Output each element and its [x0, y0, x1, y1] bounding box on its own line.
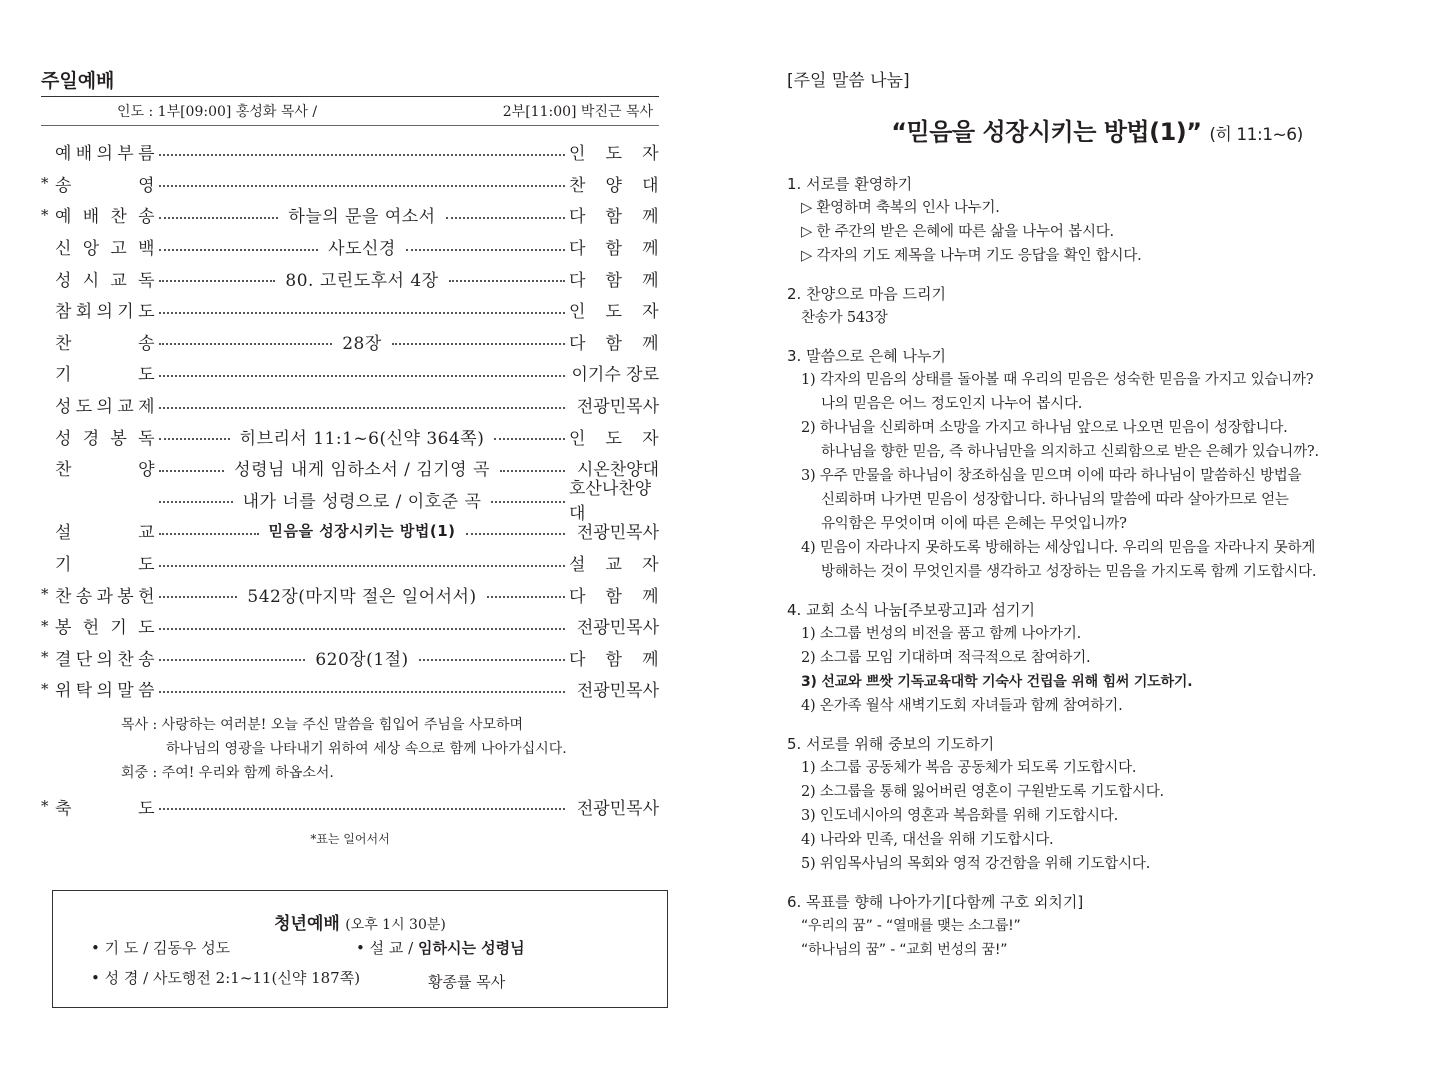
leader-dots — [159, 217, 278, 219]
name-char: 기 — [55, 555, 72, 576]
name-char: 봉 — [110, 428, 128, 449]
order-item-name — [55, 794, 155, 819]
order-item-leader — [569, 645, 659, 670]
name-char: 도 — [138, 555, 155, 576]
order-row — [41, 357, 659, 389]
order-row — [41, 452, 659, 484]
name-char: 말 — [117, 681, 135, 702]
order-item-detail: 620장(1절) — [315, 649, 409, 670]
name-char: 설 — [55, 523, 72, 544]
name-char: 찬 — [55, 586, 72, 607]
order-item-name — [55, 645, 155, 670]
name-char: 도 — [75, 397, 93, 418]
leader-char: 자 — [642, 144, 659, 165]
order-item-leader — [569, 297, 659, 322]
standing-mark: * — [41, 648, 49, 667]
leader-dots — [392, 343, 565, 345]
order-item-leader — [569, 582, 659, 607]
order-item-name — [55, 234, 155, 259]
order-item-name — [55, 424, 155, 449]
standing-mark: * — [41, 616, 49, 635]
worship-leaders — [41, 97, 659, 125]
name-char: 송 — [75, 586, 93, 607]
order-item-leader — [569, 202, 659, 227]
name-char: 참 — [55, 302, 72, 323]
leader-dots — [159, 438, 230, 440]
order-item-leader — [569, 613, 659, 638]
name-char: 배 — [75, 144, 93, 165]
standing-mark: * — [41, 679, 49, 698]
name-char: 단 — [75, 649, 93, 670]
leader-char: 도 — [605, 302, 623, 323]
name-char: 의 — [96, 681, 114, 702]
pastor-line-cont: 하나님의 영광을 나타내기 위하여 세상 속으로 함께 나아가십시다. — [166, 740, 567, 757]
section-line: 5) 위임목사님의 목회와 영적 강건함을 위해 기도합시다. — [801, 856, 1151, 872]
order-row — [41, 610, 659, 642]
youth-time: (오후 1시 30분) — [345, 917, 446, 933]
name-char: 과 — [96, 586, 114, 607]
order-row — [41, 199, 659, 231]
leader-dots — [159, 808, 565, 810]
leader-char: 인 — [569, 302, 586, 323]
order-item-name — [55, 171, 155, 196]
youth-sermon-label: • 설 교 / — [356, 939, 418, 957]
order-row — [41, 262, 659, 294]
order-item-name — [55, 392, 155, 417]
section-heading: 6. 목표를 향해 나아가기[다함께 구호 외치기] — [787, 893, 1084, 911]
standing-mark: * — [41, 585, 49, 604]
name-char: 기 — [55, 365, 72, 386]
name-char: 결 — [55, 649, 72, 670]
section-line: 1) 소그룹 공동체가 복음 공동체가 되도록 기도합시다. — [801, 760, 1137, 776]
order-row — [41, 389, 659, 421]
section-line: “하나님의 꿈” - “교회 번성의 꿈!” — [801, 942, 1008, 958]
order-item-leader — [569, 329, 659, 354]
sharing-section — [787, 282, 1407, 330]
name-char: 송 — [138, 649, 155, 670]
youth-prayer: • 기 도 / 김동우 성도 — [91, 939, 231, 957]
name-char: 축 — [55, 798, 72, 819]
name-char: 경 — [82, 428, 100, 449]
leader-char: 함 — [605, 270, 623, 291]
name-char: 성 — [55, 428, 72, 449]
section-line: ▷ 한 주간의 받은 은혜에 따른 삶을 나누어 봅시다. — [801, 224, 1114, 240]
name-char: 찬 — [55, 460, 72, 481]
order-item-detail: 사도신경 — [328, 239, 396, 260]
name-char: 예 — [55, 144, 72, 165]
leader-char: 전광민목사 — [576, 397, 659, 418]
section-line: 방해하는 것이 무엇인지를 생각하고 성장하는 믿음을 가지도록 함께 기도합시다. — [821, 564, 1317, 580]
order-item-leader — [569, 392, 659, 417]
order-row — [41, 673, 659, 705]
order-item-name — [55, 613, 155, 638]
leader-dots — [406, 249, 565, 251]
leader-char: 호산나찬양대 — [569, 479, 652, 525]
section-line: 3) 인도네시아의 영혼과 복음화를 위해 기도합시다. — [801, 808, 1119, 824]
standing-mark: * — [41, 174, 49, 193]
name-char: 의 — [96, 397, 114, 418]
sharing-section — [787, 732, 1407, 876]
sharing-section — [787, 890, 1407, 962]
worship-order-page — [41, 66, 659, 847]
name-char: 교 — [110, 270, 128, 291]
leader-char: 함 — [605, 207, 623, 228]
leader-char: 함 — [605, 239, 623, 260]
section-title: 주일예배 — [41, 70, 115, 92]
youth-title-text: 청년예배 — [274, 914, 340, 934]
name-char: 의 — [96, 144, 114, 165]
section-heading: 3. 말씀으로 은혜 나누기 — [787, 347, 947, 365]
order-item-detail: 내가 너를 성령으로 / 이호준 곡 — [242, 491, 482, 512]
name-char: 름 — [138, 144, 155, 165]
order-item-leader — [569, 171, 659, 196]
leader-dots — [487, 596, 565, 598]
youth-sermon — [356, 937, 525, 958]
leader-first-service: 인도 : 1부[09:00] 홍성화 목사 / — [117, 104, 318, 120]
leader-dots — [159, 185, 565, 187]
order-row — [41, 326, 659, 358]
name-char: 독 — [138, 270, 155, 291]
leader-char: 시온찬양대 — [576, 460, 660, 481]
order-item-detail: 28장 — [342, 333, 382, 354]
leader-char: 다 — [569, 270, 586, 291]
leader-dots — [159, 501, 233, 503]
section-line: 신뢰하며 나가면 믿음이 성장합니다. 하나님의 말씀에 따라 살아가므로 얻는 — [821, 492, 1289, 508]
name-char: 회 — [75, 302, 93, 323]
leader-char: 함 — [605, 333, 623, 354]
standing-mark: * — [41, 205, 49, 224]
order-item-leader — [569, 234, 659, 259]
order-item-detail: 히브리서 11:1~6(신약 364쪽) — [239, 428, 485, 449]
order-row — [41, 168, 659, 200]
leader-char: 설 — [569, 555, 586, 576]
order-item-leader — [569, 266, 659, 291]
leader-char: 찬 — [569, 175, 586, 196]
name-char: 고 — [110, 239, 128, 260]
order-row — [41, 420, 659, 452]
section-line: 하나님을 향한 믿음, 즉 하나님만을 의지하고 신뢰함으로 받은 은혜가 있습니까?. — [821, 444, 1319, 460]
divider — [41, 125, 659, 126]
section-line: 1) 각자의 믿음의 상태를 돌아볼 때 우리의 믿음은 성숙한 믿음을 가지고 있습니까? — [801, 372, 1314, 388]
youth-service-box — [52, 890, 668, 1008]
sharing-section — [787, 344, 1407, 584]
name-char: 찬 — [110, 207, 128, 228]
order-item-leader — [569, 794, 659, 819]
leader-char: 인 — [569, 144, 586, 165]
section-line: 1) 소그룹 번성의 비전을 품고 함께 나아가기. — [801, 626, 1082, 642]
sermon-sharing-page — [787, 66, 1407, 962]
section-heading: 1. 서로를 환영하기 — [787, 175, 913, 193]
benediction-responsive — [121, 713, 659, 785]
leader-char: 대 — [642, 175, 659, 196]
sermon-title-text: “믿음을 성장시키는 방법(1)” — [891, 118, 1202, 146]
section-line: 3) 우주 만물을 하나님이 창조하심을 믿으며 이에 따라 하나님이 말씀하신 방법을 — [801, 468, 1302, 484]
youth-sermon-title: 임하시는 성령님 — [417, 939, 525, 957]
section-heading: 2. 찬양으로 마음 드리기 — [787, 285, 947, 303]
section-line: 나의 믿음은 어느 정도인지 나누어 봅시다. — [821, 396, 1083, 412]
leader-dots — [159, 312, 565, 314]
leader-char: 이기수 장로 — [571, 365, 659, 386]
name-char: 봉 — [117, 586, 135, 607]
pastor-line: 목사 : 사랑하는 여러분! 오늘 주신 말씀을 힘입어 주님을 사모하며 — [121, 716, 524, 733]
leader-char: 양 — [605, 175, 623, 196]
leader-char: 자 — [642, 302, 659, 323]
name-char: 양 — [138, 460, 155, 481]
leader-char: 함 — [605, 586, 623, 607]
section-line: 2) 하나님을 신뢰하며 소망을 가지고 하나님 앞으로 나오면 믿음이 성장합니다. — [801, 420, 1288, 436]
order-row — [41, 642, 659, 674]
order-item-leader — [569, 518, 659, 543]
name-char: 송 — [138, 207, 155, 228]
leader-char: 께 — [642, 239, 660, 260]
leader-char: 도 — [605, 144, 623, 165]
order-item-name — [55, 455, 155, 480]
order-of-service — [41, 136, 659, 705]
order-row — [41, 791, 659, 823]
leader-char: 다 — [569, 649, 586, 670]
order-row — [41, 515, 659, 547]
sharing-section — [787, 172, 1407, 268]
order-row — [41, 578, 659, 610]
order-item-leader — [569, 676, 659, 701]
leader-dots — [494, 438, 565, 440]
leader-char: 전광민목사 — [576, 681, 659, 702]
order-item-detail: 믿음을 성장시키는 방법(1) — [268, 522, 456, 541]
order-item-leader — [569, 139, 659, 164]
leader-dots — [419, 659, 565, 661]
order-row — [41, 547, 659, 579]
standing-note: *표는 일어서서 — [310, 832, 390, 847]
leader-char: 자 — [642, 428, 659, 449]
leader-dots — [159, 565, 565, 567]
section-line: 2) 소그룹 모임 기대하며 적극적으로 참여하기. — [801, 650, 1091, 666]
section-line: ▷ 환영하며 축복의 인사 나누기. — [801, 200, 1000, 216]
leader-char: 교 — [605, 555, 623, 576]
order-item-name — [55, 582, 155, 607]
leader-dots — [449, 280, 565, 282]
section-line: 4) 나라와 민족, 대선을 위해 기도합시다. — [801, 832, 1054, 848]
name-char: 백 — [138, 239, 155, 260]
sharing-section — [787, 598, 1407, 718]
name-char: 의 — [96, 649, 114, 670]
leader-char: 인 — [569, 428, 586, 449]
leader-char: 께 — [642, 207, 659, 228]
name-char: 의 — [96, 302, 114, 323]
name-char: 헌 — [138, 586, 155, 607]
order-row — [41, 231, 659, 263]
leader-char: 께 — [642, 586, 659, 607]
leader-dots — [491, 501, 565, 503]
youth-preacher: 황종률 목사 — [428, 973, 506, 991]
section-line: 4) 믿음이 자라나지 못하도록 방해하는 세상입니다. 우리의 믿음을 자라나지 못하게 — [801, 540, 1316, 556]
name-char: 성 — [55, 397, 72, 418]
name-char: 도 — [138, 798, 155, 819]
name-char: 영 — [138, 175, 155, 196]
leader-dots — [159, 533, 259, 535]
name-char: 예 — [55, 207, 72, 228]
sermon-title — [787, 112, 1407, 158]
leader-dots — [159, 470, 224, 472]
leader-dots — [159, 628, 565, 630]
order-item-name — [55, 329, 155, 354]
name-char: 앙 — [82, 239, 100, 260]
leader-dots — [159, 249, 318, 251]
leader-dots — [159, 343, 332, 345]
name-char: 송 — [55, 175, 72, 196]
name-char: 시 — [82, 270, 100, 291]
order-item-name — [55, 676, 155, 701]
leader-dots — [466, 533, 566, 535]
name-char: 도 — [138, 365, 155, 386]
name-char: 교 — [117, 397, 135, 418]
name-char: 배 — [82, 207, 100, 228]
order-row — [41, 294, 659, 326]
name-char: 헌 — [82, 618, 100, 639]
section-line: ▷ 각자의 기도 제목을 나누며 기도 응답을 확인 합시다. — [801, 248, 1142, 264]
youth-title — [53, 909, 667, 934]
leader-char: 전광민목사 — [576, 798, 659, 819]
leader-dots — [159, 659, 305, 661]
leader-char: 께 — [642, 649, 659, 670]
leader-second-service: 2부[11:00] 박진근 목사 — [502, 104, 653, 120]
name-char: 교 — [138, 523, 155, 544]
name-char: 성 — [55, 270, 72, 291]
name-char: 기 — [110, 618, 128, 639]
leader-char: 다 — [569, 333, 586, 354]
leader-char: 전광민목사 — [576, 618, 659, 639]
order-item-name — [55, 266, 155, 291]
leader-dots — [159, 375, 565, 377]
order-item-leader — [569, 550, 659, 575]
leader-dots — [446, 217, 565, 219]
leader-dots — [159, 280, 275, 282]
order-item-detail: 하늘의 문을 여소서 — [288, 207, 436, 228]
name-char: 독 — [138, 428, 155, 449]
leader-char: 께 — [642, 270, 660, 291]
name-char: 찬 — [117, 649, 135, 670]
name-char: 송 — [138, 333, 155, 354]
sharing-sections — [787, 172, 1407, 962]
sermon-reference: (히 11:1~6) — [1209, 125, 1303, 145]
leader-dots — [159, 596, 237, 598]
name-char: 탁 — [75, 681, 93, 702]
leader-char: 자 — [642, 555, 659, 576]
name-char: 도 — [138, 618, 155, 639]
leader-char: 다 — [569, 239, 586, 260]
congregation-line: 회중 : 주여! 우리와 함께 하옵소서. — [121, 764, 334, 781]
standing-mark: * — [41, 797, 49, 816]
name-char: 위 — [55, 681, 72, 702]
section-line: 2) 소그룹을 통해 잃어버린 영혼이 구원받도록 기도합시다. — [801, 784, 1164, 800]
order-item-name — [55, 202, 155, 227]
name-char: 기 — [117, 302, 135, 323]
name-char: 씀 — [138, 681, 155, 702]
leader-dots — [159, 691, 565, 693]
order-item-detail: 542장(마지막 절은 일어서서) — [247, 586, 477, 607]
leader-char: 다 — [569, 207, 586, 228]
leader-char: 도 — [605, 428, 623, 449]
order-row — [41, 479, 659, 525]
section-line: 4) 온가족 월삭 새벽기도회 자녀들과 함께 참여하기. — [801, 698, 1123, 714]
leader-dots — [159, 407, 565, 409]
sharing-header: [주일 말씀 나눔] — [787, 71, 910, 91]
section-line: 유익함은 무엇이며 이에 따른 은혜는 무엇입니까? — [821, 516, 1127, 532]
order-row — [41, 136, 659, 168]
order-item-detail: 성령님 내게 임하소서 / 김기영 곡 — [234, 460, 490, 481]
order-item-leader — [569, 360, 659, 385]
name-char: 봉 — [55, 618, 72, 639]
name-char: 제 — [138, 397, 155, 418]
order-item-name — [55, 518, 155, 543]
section-line: 찬송가 543장 — [801, 310, 888, 326]
benediction-row — [41, 791, 659, 823]
section-line: “우리의 꿈” - “열매를 맺는 소그룹!” — [801, 918, 1021, 934]
order-item-name — [55, 297, 155, 322]
order-item-name — [55, 139, 155, 164]
order-item-detail: 80. 고린도후서 4장 — [285, 270, 439, 291]
leader-char: 전광민목사 — [576, 523, 659, 544]
leader-dots — [500, 470, 565, 472]
leader-dots — [159, 154, 565, 156]
order-item-leader — [569, 424, 659, 449]
section-heading: 4. 교회 소식 나눔[주보광고]과 섬기기 — [787, 601, 1035, 619]
order-item-leader — [569, 474, 659, 524]
section-heading: 5. 서로를 위해 중보의 기도하기 — [787, 735, 995, 753]
section-line: 3) 선교와 쁘쌋 기독교육대학 기숙사 건립을 위해 힘써 기도하기. — [801, 674, 1193, 690]
name-char: 찬 — [55, 333, 72, 354]
leader-char: 함 — [605, 649, 623, 670]
order-item-name — [55, 550, 155, 575]
youth-scripture: • 성 경 / 사도행전 2:1~11(신약 187쪽) — [91, 969, 361, 987]
name-char: 신 — [55, 239, 72, 260]
name-char: 부 — [117, 144, 135, 165]
leader-char: 께 — [642, 333, 659, 354]
leader-char: 다 — [569, 586, 586, 607]
name-char: 도 — [138, 302, 155, 323]
order-item-name — [55, 360, 155, 385]
